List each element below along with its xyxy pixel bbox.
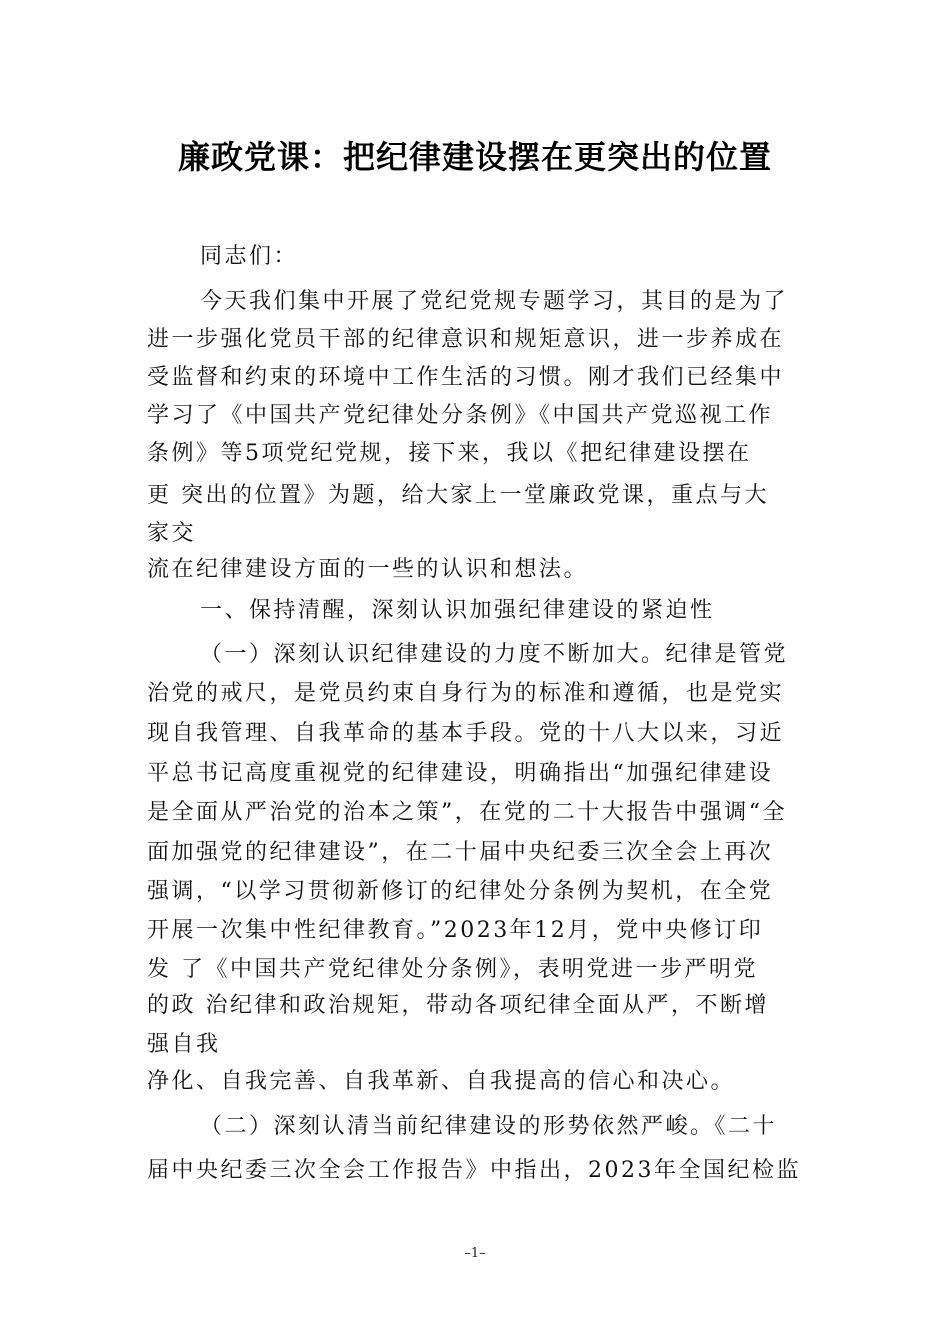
paragraph-line: 流在纪律建设方面的一些的认识和想法。 [147,557,589,582]
paragraph-line: 强调，“以学习贯彻新修订的纪律处分条例为契机，在全党 [147,879,774,904]
paragraph-line: 进一步强化党员干部的纪律意识和规矩意识，进一步养成在 [147,327,785,352]
paragraph-line: 届中央纪委三次全会工作报告》中指出，2023年全国纪检监 [147,1158,801,1183]
salutation: 同志们： [200,244,299,269]
section-heading: 一、保持清醒，深刻认识加强纪律建设的紧迫性 [200,598,715,623]
paragraph-line: 条例》等5项党纪党规，接下来，我以《把纪律建设摆在 [147,441,752,466]
paragraph-line: 治党的戒尺，是党员约束自身行为的标准和遵循，也是党实 [147,681,785,706]
paragraph-line: （二）深刻认清当前纪律建设的形势依然严峻。《二十 [200,1114,778,1139]
paragraph-line: 净化、自我完善、自我革新、自我提高的信心和决心。 [147,1069,736,1094]
paragraph-line: 发 了《中国共产党纪律处分条例》，表明党进一步严明党 [147,957,758,982]
paragraph-line: 面加强党的纪律建设”，在二十届中央纪委三次全会上再次 [147,840,774,865]
paragraph-line: 家交 [147,521,197,546]
page-number: –1– [464,1246,486,1261]
paragraph-line: 是全面从严治党的治本之策”，在党的二十大报告中强调“全 [147,800,787,825]
paragraph-line: 平总书记高度重视党的纪律建设，明确指出“加强纪律建设 [147,761,774,786]
paragraph-line: 现自我管理、自我革命的基本手段。党的十八大以来，习近 [147,721,785,746]
paragraph-line: 更 突出的位置》为题，给大家上一堂廉政党课，重点与大 [147,483,769,508]
paragraph-line: 今天我们集中开展了党纪党规专题学习，其目的是为了 [200,289,789,314]
paragraph-line: 强自我 [147,1032,221,1057]
paragraph-line: 开展一次集中性纪律教育。”2023年12月，党中央修订印 [147,918,764,943]
paragraph-line: 学习了《中国共产党纪律处分条例》《中国共产党巡视工作 [147,403,774,428]
document-title: 廉政党课：把纪律建设摆在更突出的位置 [177,138,772,176]
paragraph-line: 的政 治纪律和政治规矩，带动各项纪律全面从严，不断增 [147,993,769,1018]
paragraph-line: 受监督和约束的环境中工作生活的习惯。刚才我们已经集中 [147,365,785,390]
paragraph-line: （一）深刻认识纪律建设的力度不断加大。纪律是管党 [200,642,789,667]
